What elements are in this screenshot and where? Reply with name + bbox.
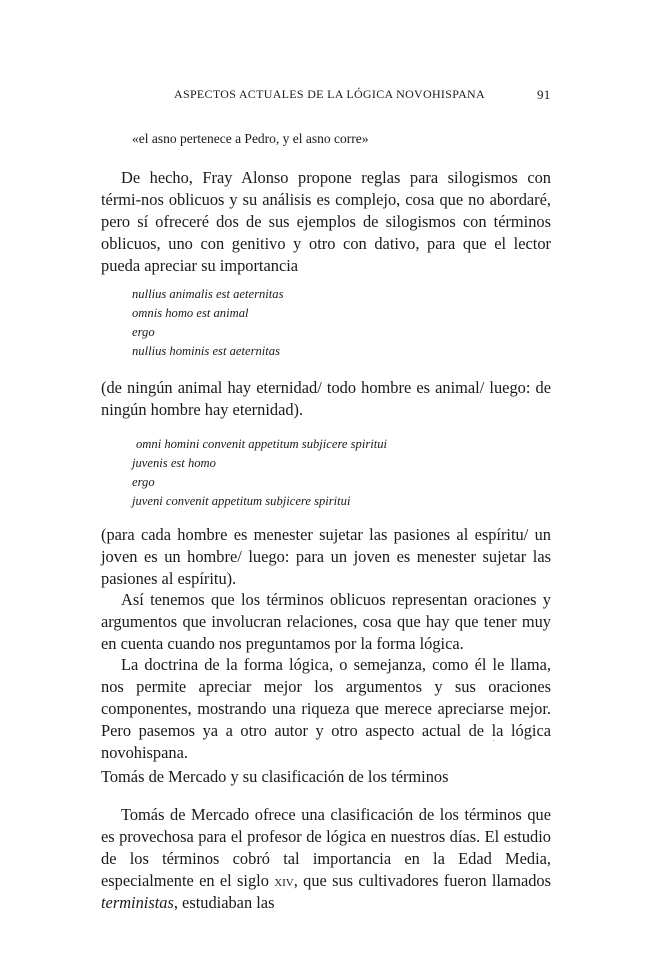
syllogism-2 [132, 435, 552, 511]
translation-1 [101, 377, 551, 421]
paragraph-4-part-1: Tomás de Mercado ofrece una clasificación de los términos que es provechosa para el profesor de lógica en nuestros días. El estudio de los términos cobró tal importancia en la Edad Media, especialmente en el siglo [101, 805, 551, 890]
paragraph-4-part-2: , que sus cultivadores fueron llamados [293, 871, 551, 890]
quote-text: «el asno pertenece a Pedro, y el asno corre» [132, 131, 369, 146]
paragraph-4 [101, 804, 551, 914]
syllogism-1-line: ergo [132, 325, 155, 339]
paragraph-1-text: De hecho, Fray Alonso propone reglas para silogismos con térmi-nos oblicuos y su análisis es complejo, cosa que no abordaré, pero sí ofreceré dos de sus ejemplos de silogismos con términos oblicuos, uno con genitivo y otro con dativo, para que el lector pueda apreciar su importancia [101, 168, 551, 275]
century-roman-numeral: xiv [274, 871, 294, 890]
paragraph-3 [101, 654, 551, 764]
paragraph-1 [101, 167, 551, 277]
syllogism-1-line: omnis homo est animal [132, 306, 249, 320]
paragraph-2-text: Así tenemos que los términos oblicuos representan oraciones y argumentos que involucran relaciones, cosa que hay que tener muy en cuenta cuando nos preguntamos por la forma lógica. [101, 590, 551, 653]
paragraph-4-part-3: , estudiaban las [173, 893, 275, 912]
translation-2-text: (para cada hombre es menester sujetar las pasiones al espíritu/ un joven es un hombre/ luego: para un joven es menester sujetar las pasiones al espíritu). [101, 525, 551, 588]
translation-2 [101, 524, 551, 590]
page-number: 91 [537, 87, 551, 102]
section-heading [101, 767, 551, 787]
syllogism-1-line: nullius hominis est aeternitas [132, 344, 280, 358]
syllogism-1-line: nullius animalis est aeternitas [132, 287, 284, 301]
paragraph-4-text [101, 804, 551, 914]
syllogism-2-line: omni homini convenit appetitum subjicere spiritui [136, 437, 388, 451]
section-heading-text: Tomás de Mercado y su clasificación de los términos [101, 767, 449, 786]
terministas-emphasis: terministas [101, 893, 174, 912]
paragraph-2 [101, 589, 551, 655]
syllogism-2-line: ergo [132, 475, 155, 489]
syllogism-2-line: juveni convenit appetitum subjicere spiritui [132, 494, 351, 508]
translation-1-text: (de ningún animal hay eternidad/ todo hombre es animal/ luego: de ningún hombre hay eternidad). [101, 378, 551, 419]
quote-line [132, 128, 552, 150]
paragraph-3-text: La doctrina de la forma lógica, o semejanza, como él le llama, nos permite apreciar mejor los argumentos y sus oraciones componentes, mostrando una riqueza que merece apreciarse mejor. Pero pasemos ya a otro autor y otro aspecto actual de la lógica novohispana. [101, 655, 551, 762]
running-header [0, 87, 650, 105]
running-title: ASPECTOS ACTUALES DE LA LÓGICA NOVOHISPANA [174, 87, 485, 101]
stray-mark [493, 740, 494, 741]
syllogism-1 [132, 285, 552, 361]
syllogism-2-line: juvenis est homo [132, 456, 216, 470]
